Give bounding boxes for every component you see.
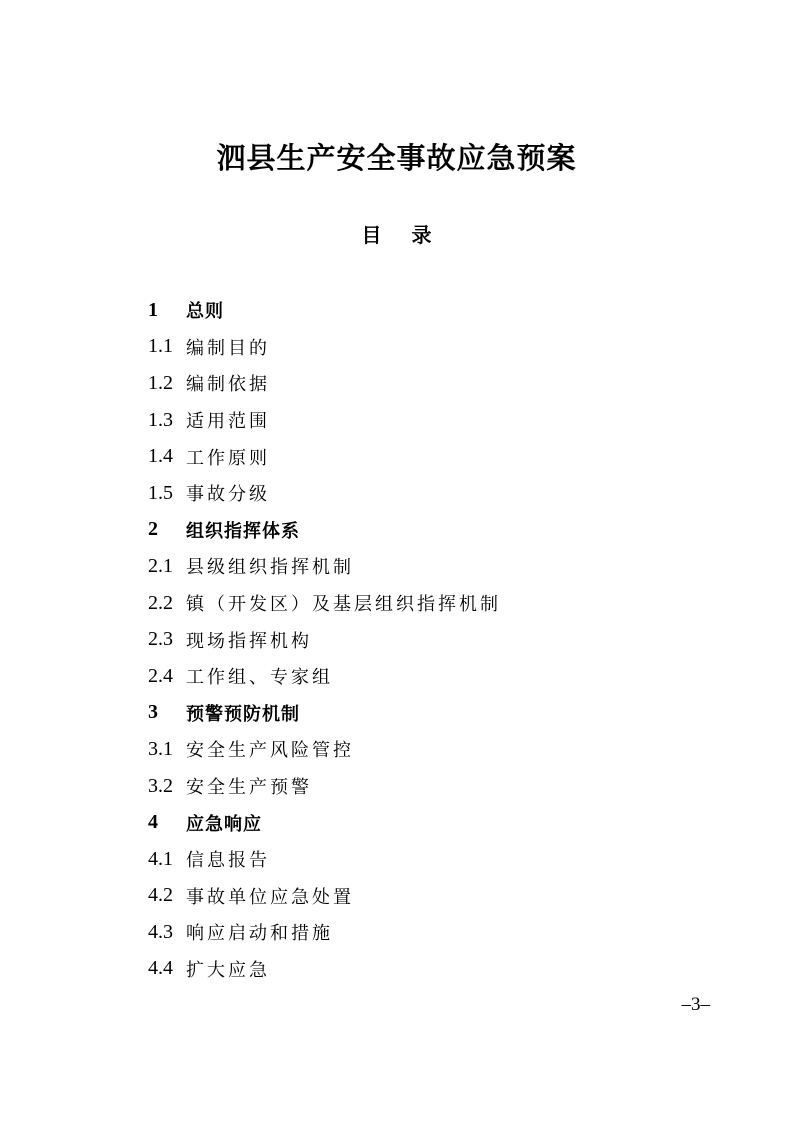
toc-entry-2-3[interactable]: [148, 621, 708, 658]
toc-entry-3-2[interactable]: [148, 768, 708, 805]
toc-entry-title: 响应启动和措施: [186, 923, 333, 945]
toc-entry-title: 县级组织指挥机制: [186, 557, 354, 579]
toc-entry-number: 1.5: [148, 481, 173, 504]
toc-entry-title: 编制目的: [186, 337, 270, 359]
toc-entry-1-2[interactable]: [148, 365, 708, 402]
toc-entry-4-4[interactable]: [148, 951, 708, 988]
toc-entry-title: 镇（开发区）及基层组织指挥机制: [186, 594, 501, 616]
toc-entry-title: 总则: [186, 301, 224, 323]
toc-entry-title: 信息报告: [186, 850, 270, 872]
toc-entry-number: 4.3: [148, 920, 173, 943]
toc-entry-2-1[interactable]: [148, 548, 708, 585]
toc-entry-1-3[interactable]: [148, 402, 708, 439]
page-number: –3–: [681, 994, 710, 1015]
document-title: 泗县生产安全事故应急预案: [216, 141, 577, 175]
toc-entry-title: 事故分级: [186, 484, 270, 506]
toc-entry-3-1[interactable]: [148, 731, 708, 768]
table-of-contents: [148, 292, 708, 987]
toc-entry-4[interactable]: [148, 804, 708, 841]
toc-entry-number: 2.2: [148, 591, 173, 614]
toc-entry-4-3[interactable]: [148, 914, 708, 951]
toc-entry-4-2[interactable]: [148, 878, 708, 915]
toc-entry-number: 1.3: [148, 408, 173, 431]
toc-entry-1-5[interactable]: [148, 475, 708, 512]
toc-entry-title: 安全生产预警: [186, 777, 312, 799]
toc-entry-number: 1.1: [148, 335, 173, 358]
toc-entry-3[interactable]: [148, 695, 708, 732]
toc-entry-1-1[interactable]: [148, 329, 708, 366]
toc-entry-title: 预警预防机制: [186, 703, 300, 725]
toc-entry-2[interactable]: [148, 512, 708, 549]
toc-entry-4-1[interactable]: [148, 841, 708, 878]
toc-entry-number: 3.2: [148, 774, 173, 797]
toc-entry-number: 4.4: [148, 957, 173, 980]
toc-entry-title: 现场指挥机构: [186, 630, 312, 652]
toc-entry-number: 4.2: [148, 884, 173, 907]
toc-heading: 目录: [361, 223, 462, 247]
toc-entry-title: 安全生产风险管控: [186, 740, 354, 762]
toc-entry-title: 工作组、专家组: [186, 667, 333, 689]
toc-entry-title: 应急响应: [186, 813, 262, 835]
toc-entry-title: 工作原则: [186, 447, 270, 469]
toc-entry-2-2[interactable]: [148, 585, 708, 622]
toc-entry-title: 编制依据: [186, 374, 270, 396]
toc-entry-number: 4: [148, 811, 158, 834]
toc-entry-title: 适用范围: [186, 411, 270, 433]
toc-entry-number: 2.1: [148, 554, 173, 577]
toc-entry-title: 扩大应急: [186, 959, 270, 981]
toc-entry-number: 3: [148, 701, 158, 724]
toc-entry-number: 4.1: [148, 847, 173, 870]
toc-entry-number: 1: [148, 298, 158, 321]
toc-entry-number: 2.4: [148, 664, 173, 687]
toc-entry-1[interactable]: [148, 292, 708, 329]
toc-entry-number: 2.3: [148, 628, 173, 651]
toc-entry-1-4[interactable]: [148, 438, 708, 475]
toc-entry-number: 1.4: [148, 445, 173, 468]
toc-entry-2-4[interactable]: [148, 658, 708, 695]
toc-entry-number: 3.1: [148, 737, 173, 760]
toc-entry-number: 1.2: [148, 371, 173, 394]
toc-entry-title: 事故单位应急处置: [186, 886, 354, 908]
toc-entry-number: 2: [148, 518, 158, 541]
toc-entry-title: 组织指挥体系: [186, 520, 300, 542]
